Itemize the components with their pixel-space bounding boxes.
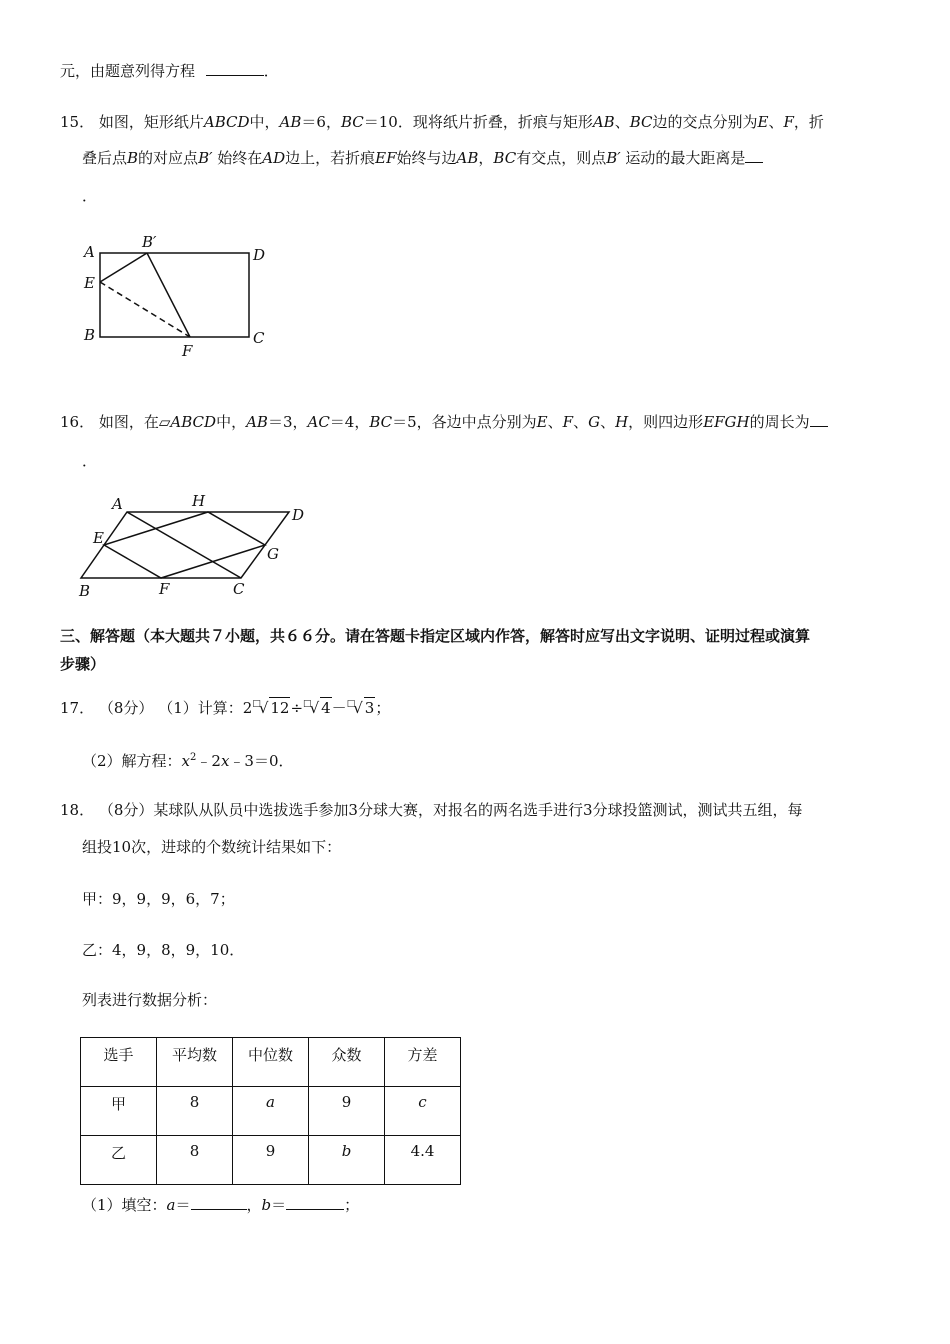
table-cell: 甲 — [81, 1087, 157, 1136]
answer-blank-a — [191, 1195, 247, 1210]
label-f: F — [159, 580, 170, 598]
table-cell: 8 — [157, 1136, 233, 1185]
radicand: 3 — [364, 699, 375, 717]
q18-sub1: （1）填空：a＝ ，b＝ ； — [82, 1196, 360, 1214]
q16-line1: 16． 如图，在▱ABCD中，AB＝3，AC＝4，BC＝5，各边中点分别为E、F、G、H，则四边形EFGH的周长为 — [60, 412, 828, 432]
q18-table-intro: 列表进行数据分析： — [82, 991, 218, 1009]
table-header-cell: 选手 — [81, 1038, 157, 1087]
q18-line2: 组投10次，进球的个数统计结果如下： — [82, 838, 342, 856]
table-header-cell: 众数 — [309, 1038, 385, 1087]
q18-yi-data: 乙：4，9，8，9，10． — [82, 941, 245, 959]
table-header-cell: 中位数 — [233, 1038, 309, 1087]
table-cell: 8 — [157, 1087, 233, 1136]
table-cell: 9 — [309, 1087, 385, 1136]
table-header-row — [81, 1038, 461, 1087]
section3-heading: 三、解答题（本大题共７小题，共６６分。请在答题卡指定区域内作答，解答时应写出文字说明、证明过程或演算 — [60, 627, 811, 645]
q18-line1: 18． （8分）某球队从队员中选拔选手参加3分球大赛，对报名的两名选手进行3分球投篮测试，测试共五组，每 — [60, 801, 803, 819]
label-e: E — [93, 529, 104, 547]
table-cell: 9 — [233, 1136, 309, 1185]
section3-heading-cont: 步骤） — [60, 655, 106, 673]
segment-eb1 — [100, 253, 147, 282]
label-c: C — [233, 580, 245, 598]
label-b-prime: B′ — [142, 233, 157, 251]
q16-end: ． — [82, 452, 98, 470]
table-row — [81, 1087, 461, 1136]
question-score: （8分） — [98, 801, 154, 819]
question-number: 17． — [60, 699, 95, 717]
q15-end: ． — [82, 187, 98, 205]
answer-blank-b — [286, 1195, 344, 1210]
label-h: H — [192, 492, 206, 510]
question-number: 18． — [60, 801, 95, 819]
table-row — [81, 1136, 461, 1185]
table-cell: 4.4 — [385, 1136, 461, 1185]
label-g: G — [267, 545, 279, 563]
q14-tail: 元，由题意列得方程 ． — [60, 62, 279, 80]
q15-line1: 15． 如图，矩形纸片ABCD中，AB＝6，BC＝10．现将纸片折叠，折痕与矩形AB、BC边的交点分别为E、F，折 — [60, 113, 824, 131]
label-c: C — [253, 329, 265, 347]
label-a: A — [112, 495, 123, 513]
q18-jia-data: 甲：9，9，9，6，7； — [82, 890, 235, 908]
table-header-cell: 方差 — [385, 1038, 461, 1087]
q14-tail-text: 元，由题意列得方程 — [60, 62, 196, 80]
q15-line2: 叠后点B的对应点B′ 始终在AD边上，若折痕EF始终与边AB，BC有交点，则点B′ 运动的最大距离是 — [82, 148, 763, 168]
question-score: （8分） — [98, 699, 154, 717]
radicand: 12 — [270, 699, 290, 717]
label-b: B — [79, 582, 91, 600]
label-f: F — [182, 342, 193, 360]
table-cell: 乙 — [81, 1136, 157, 1185]
label-d: D — [253, 246, 266, 264]
label-a: A — [84, 243, 95, 261]
question-number: 16． — [60, 413, 95, 431]
q15-rectangle-figure — [76, 230, 276, 365]
q18-data-table — [80, 1037, 461, 1185]
table-cell: c — [385, 1087, 461, 1136]
label-d: D — [292, 506, 305, 524]
answer-blank — [745, 148, 763, 163]
label-b: B — [84, 326, 96, 344]
q16-parallelogram-figure — [76, 490, 326, 602]
q17-part1: 17． （8分） （1）计算：2□√ 12÷□√ 4－□√ 3； — [60, 699, 391, 717]
table-cell: a — [233, 1087, 309, 1136]
table-header-cell: 平均数 — [157, 1038, 233, 1087]
answer-blank — [206, 61, 264, 76]
table-cell: b — [309, 1136, 385, 1185]
radicand: 4 — [321, 699, 331, 717]
q17-part2: （2）解方程：$x^2﹣2x﹣3=0$． — [82, 752, 294, 770]
label-e: E — [84, 274, 95, 292]
question-number: 15． — [60, 113, 95, 131]
answer-blank — [810, 412, 828, 427]
